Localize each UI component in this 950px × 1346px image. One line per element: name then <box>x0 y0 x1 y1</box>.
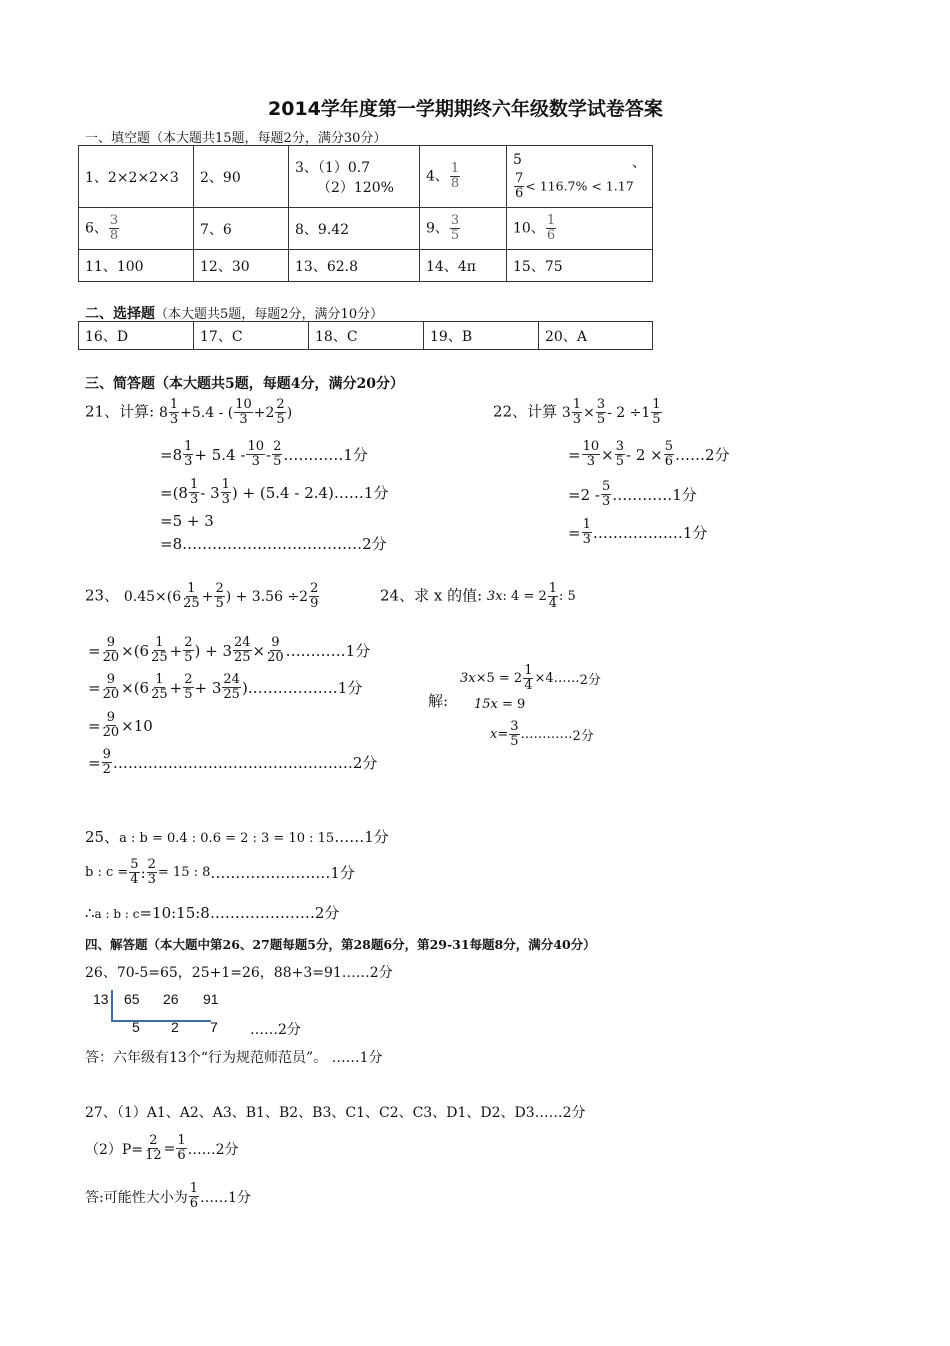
answer-17: 17、C <box>194 322 309 350</box>
answer-6: 6、 $\frac{3}{8}$ <box>79 208 194 250</box>
q26-division-bracket-horizontal <box>111 1020 211 1022</box>
q26-answer: 答：六年级有13个“行为规范师范员”。 ……1分 <box>85 1050 383 1066</box>
q25-line3: ∴a : b : c=10:15:8…………………2分 <box>85 904 340 922</box>
q21-step2: =(8 $\frac{1}{3}$ - 3 $\frac{1}{3}$ ) + (5.4 - 2.4)…… 1分 <box>160 477 389 507</box>
q26-top-2: 26 <box>163 991 179 1007</box>
q26-points: ……2分 <box>250 1022 301 1038</box>
answer-13: 13、62.8 <box>289 250 420 282</box>
q23-step3: = $\frac{9}{20}$ ×10 <box>88 710 153 740</box>
q22-problem: 22、计算 3 $\frac{1}{3}$ × $\frac{3}{5}$ - 2 ÷1 $\frac{1}{5}$ <box>493 397 661 427</box>
answer-12: 12、30 <box>194 250 289 282</box>
q26-line1: 26、70-5=65，25+1=26，88+3=91……2分 <box>85 965 393 981</box>
answer-8: 8、9.42 <box>289 208 420 250</box>
q26-bottom-3: 7 <box>210 1019 218 1035</box>
fill-blank-answer-table <box>78 145 653 282</box>
answer-14: 14、4π <box>420 250 507 282</box>
q26-top-3: 91 <box>203 991 219 1007</box>
answer-7: 7、6 <box>194 208 289 250</box>
answer-4: 4、 $\frac{1}{8}$ <box>420 146 507 208</box>
section2-heading: 二、选择题（本大题共5题，每题2分，满分10分） <box>85 306 384 322</box>
q23-step2: = $\frac{9}{20}$ ×(6 $\frac{1}{25}$ + $\frac{2}{5}$ + 3 $\frac{24}{25}$ )……………… 1分 <box>88 672 363 702</box>
q26-top-1: 65 <box>124 991 140 1007</box>
answer-9: 9、 $\frac{3}{5}$ <box>420 208 507 250</box>
answer-10: 10、 $\frac{1}{6}$ <box>507 208 653 250</box>
q27-line2: （2）P= $\frac{2}{12}$ = $\frac{1}{6}$ ……2分 <box>85 1133 239 1163</box>
q22-step3: = $\frac{1}{3}$ ……………… 1分 <box>568 517 708 547</box>
answer-16: 16、D <box>79 322 194 350</box>
answer-19: 19、B <box>424 322 539 350</box>
q27-line1: 27、（1）A1、A2、A3、B1、B2、B3、C1、C2、C3、D1、D2、D3……2分 <box>85 1105 586 1121</box>
answer-3: 3、（1）0.7 （2）120% <box>289 146 420 208</box>
section4-heading: 四、解答题（本大题中第26、27题每题5分，第28题6分，第29-31每题8分，满分40分） <box>85 937 596 952</box>
q24-step2: 15x = 9 <box>474 697 526 712</box>
q24-step3: x = $\frac{3}{5}$ ………… 2分 <box>490 719 594 749</box>
q23-step4: = $\frac{9}{2}$ ………………………………………… 2分 <box>88 747 378 777</box>
section1-heading: 一、填空题（本大题共15题，每题2分，满分30分） <box>85 131 387 146</box>
q24-jie: 解: <box>428 692 449 710</box>
q22-step2: =2 - $\frac{5}{3}$ ………… 1分 <box>568 479 697 509</box>
q21-problem: 21、计算: 8 $\frac{1}{3}$ +5.4 - ( $\frac{10}{3}$ +2 $\frac{2}{5}$ ) <box>85 397 293 427</box>
answer-18: 18、C <box>309 322 424 350</box>
answer-2: 2、90 <box>194 146 289 208</box>
page-title: 2014学年度第一学期期终六年级数学试卷答案 <box>268 98 663 120</box>
q23-problem: 23、 0.45×(6 $\frac{1}{25}$ + $\frac{2}{5}$ ) + 3.56 ÷2 $\frac{2}{9}$ <box>85 581 319 611</box>
q21-step1: =8 $\frac{1}{3}$ + 5.4 - $\frac{10}{3}$ - $\frac{2}{5}$ ………… 1分 <box>160 439 368 469</box>
q25-line1: 25、a : b = 0.4 : 0.6 = 2 : 3 = 10 : 15……1分 <box>85 828 389 846</box>
q26-bottom-2: 2 <box>171 1019 179 1035</box>
q26-division-bracket-vertical <box>111 990 113 1022</box>
q21-step3: =5 + 3 <box>160 512 214 530</box>
q26-bottom-1: 5 <box>132 1019 140 1035</box>
answer-20: 20、A <box>539 322 653 350</box>
section3-heading: 三、简答题（本大题共5题，每题4分，满分20分） <box>85 376 404 392</box>
answer-15: 15、75 <box>507 250 653 282</box>
q25-line2: b : c = $\frac{5}{4}$ : $\frac{2}{3}$ = 15 : 8 …………………… 1分 <box>85 857 355 887</box>
answer-1: 1、2×2×2×3 <box>79 146 194 208</box>
q24-step1: 3x ×5 = 2 $\frac{1}{4}$ ×4…… 2分 <box>460 663 601 693</box>
q21-step4: =8………………………………2分 <box>160 535 387 553</box>
answer-11: 11、100 <box>79 250 194 282</box>
answer-5: 5 、 $\frac{7}{6}$ < 116.7% < 1.17 <box>507 146 653 208</box>
choice-answer-table <box>78 321 653 350</box>
q26-divisor: 13 <box>93 991 109 1007</box>
q22-step1: = $\frac{10}{3}$ × $\frac{3}{5}$ - 2 × $\frac{5}{6}$ …… 2分 <box>568 439 730 469</box>
q24-problem: 24、求 x 的值: 3x : 4 = 2 $\frac{1}{4}$ : 5 <box>380 581 576 611</box>
q23-step1: = $\frac{9}{20}$ ×(6 $\frac{1}{25}$ + $\frac{2}{5}$ ) + 3 $\frac{24}{25}$ × $\frac{9}{20}$ ………… 1分 <box>88 635 371 665</box>
q27-answer: 答:可能性大小为 $\frac{1}{6}$ ……1分 <box>85 1181 251 1211</box>
